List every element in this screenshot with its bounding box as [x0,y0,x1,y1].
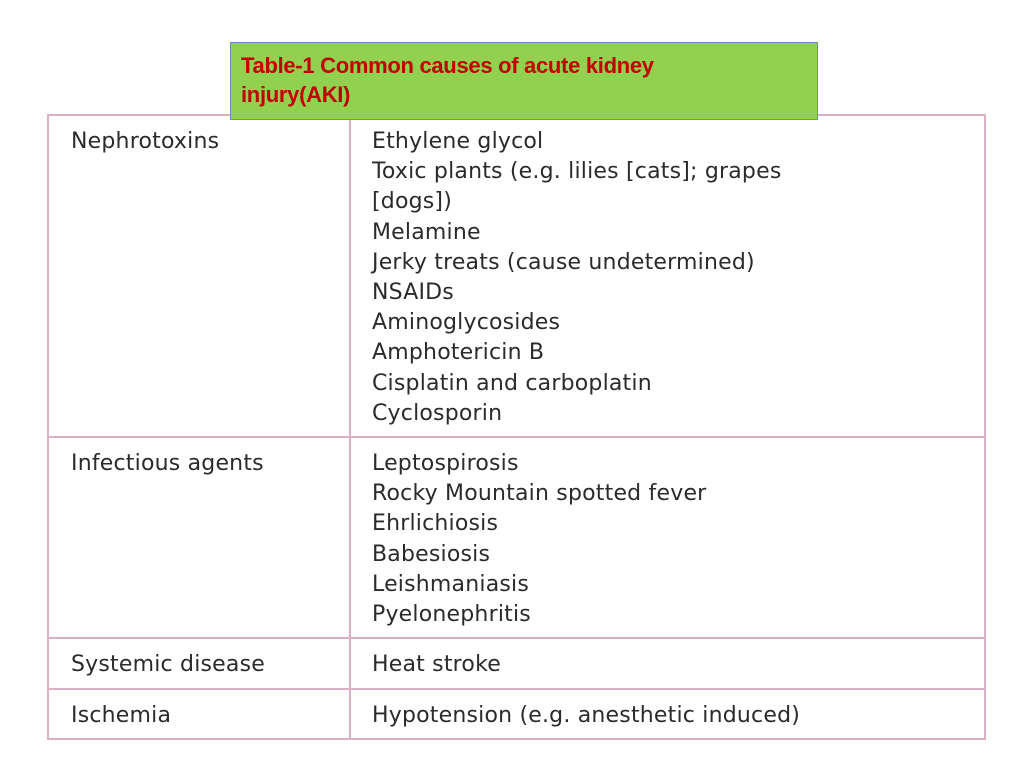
agent-item: Leishmaniasis [372,571,530,597]
agents-cell [350,437,984,638]
table-row-infectious-agents [49,437,984,638]
agent-item: [dogs]) [372,189,453,215]
agent-item: Leptospirosis [372,451,519,476]
agent-item: Babesiosis [372,541,491,567]
aki-causes-table [47,114,986,740]
agent-item: Jerky treats (cause undetermined) [372,249,755,275]
category-label: Ischemia [71,703,172,728]
agents-list [351,690,984,731]
agent-item: Cisplatin and carboplatin [372,370,652,396]
agents-cell [350,116,984,437]
agents-cell [350,638,984,689]
agent-item: Ehrlichiosis [372,511,499,537]
agent-item: Rocky Mountain spotted fever [372,481,707,507]
category-label: Infectious agents [71,451,264,476]
agents-list [351,639,984,680]
agent-item: Ethylene glycol [372,129,544,154]
category-cell [49,116,350,437]
table-row-ischemia [49,689,984,739]
agent-item: Melamine [372,219,481,245]
table-row-systemic-disease [49,638,984,689]
table-title-line-2: injury(AKI) [241,82,351,107]
category-label: Systemic disease [71,652,265,677]
agent-item: Cyclosporin [372,400,503,426]
agents-cell [350,689,984,739]
agent-item: Hypotension (e.g. anesthetic induced) [372,703,801,728]
agent-item: NSAIDs [372,280,454,306]
causes-table [49,116,984,739]
category-cell [49,437,350,638]
agent-item: Aminoglycosides [372,310,561,336]
table-title-line-1: Table-1 Common causes of acute kidney [241,53,654,78]
agent-item: Heat stroke [372,652,501,677]
table-title-box [230,42,818,120]
agents-list [351,438,984,630]
table-row-nephrotoxins [49,116,984,437]
category-cell [49,689,350,739]
agent-item: Amphotericin B [372,340,545,366]
table-title [241,51,721,109]
agents-list [351,116,984,429]
agent-item: Pyelonephritis [372,602,531,628]
agent-item: Toxic plants (e.g. lilies [cats]; grapes [372,159,782,185]
category-cell [49,638,350,689]
category-label: Nephrotoxins [71,129,220,154]
